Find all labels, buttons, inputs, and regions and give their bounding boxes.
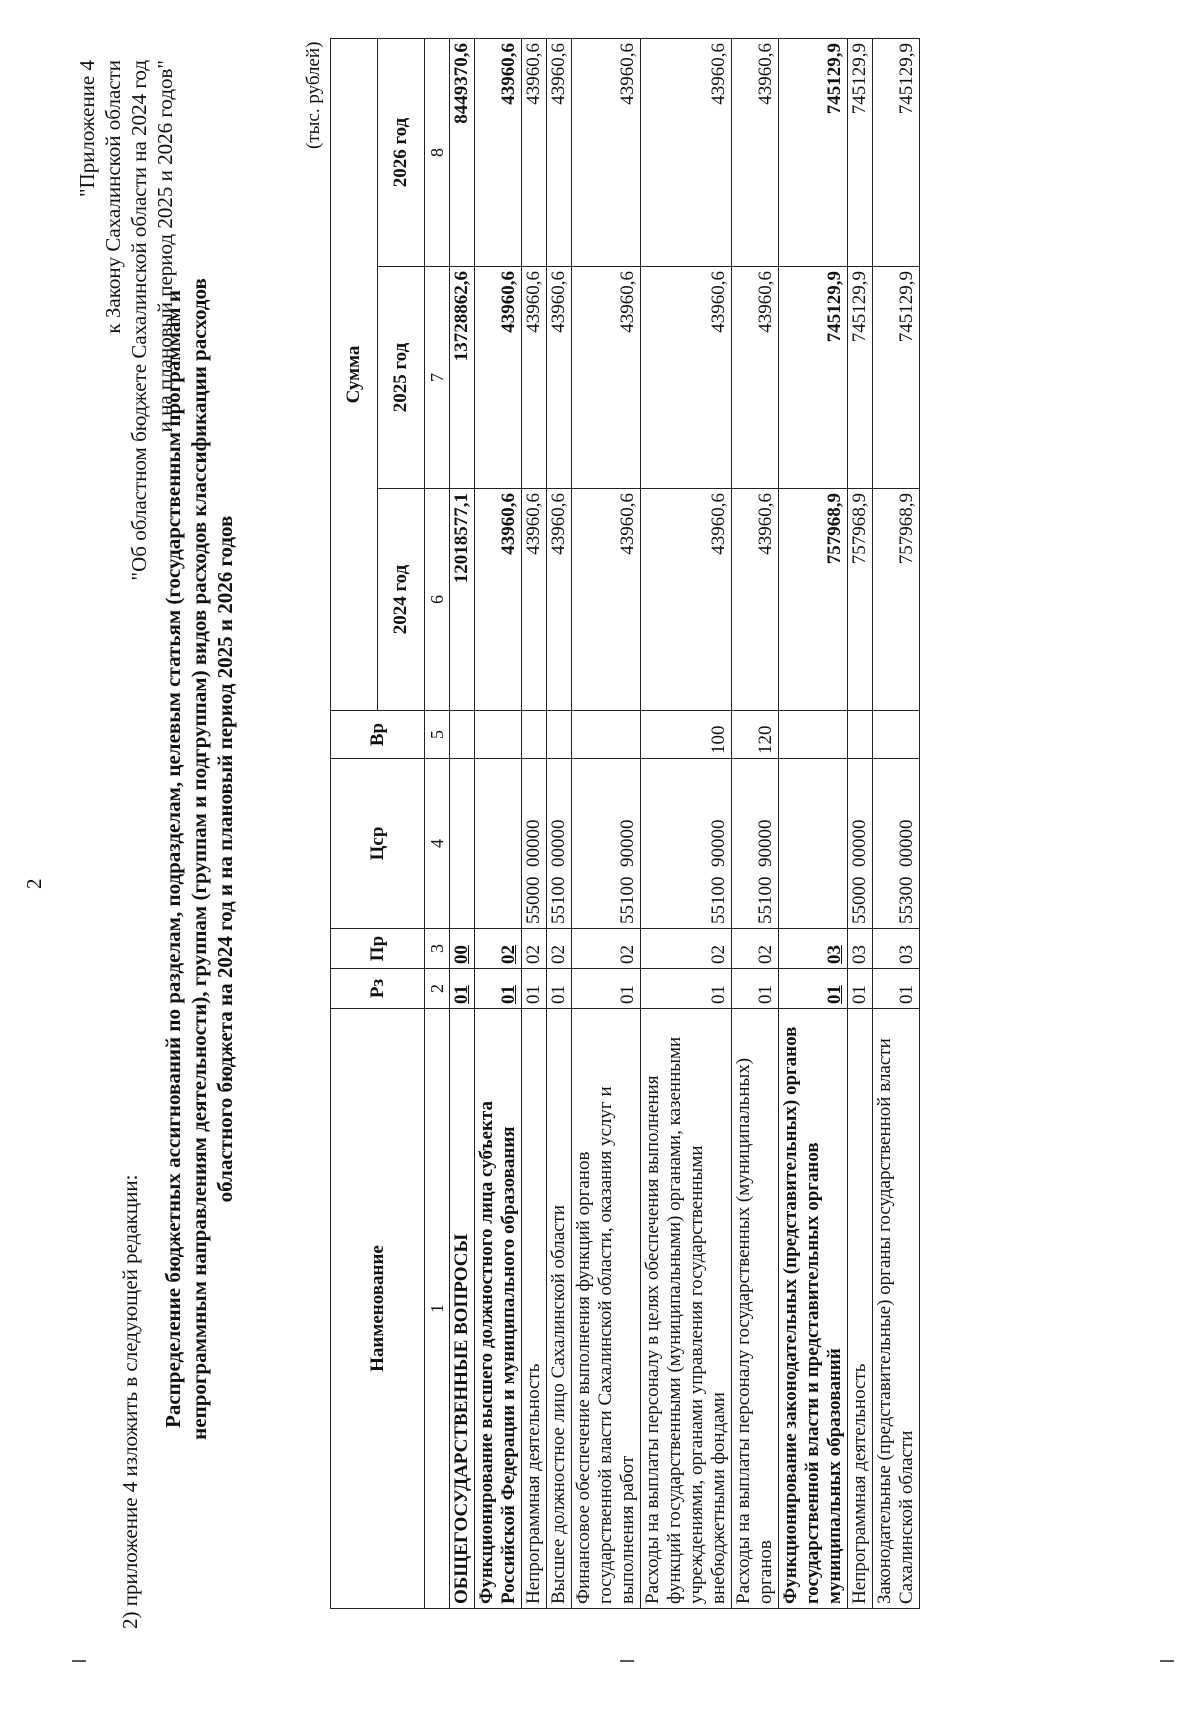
row-name: Высшее должностное лицо Сахалинской области	[547, 1009, 572, 1609]
row-csr: 55300 00000	[873, 759, 920, 929]
row-2026: 43960,6	[475, 38, 522, 266]
index-cell: 1	[425, 1009, 450, 1609]
row-pr: 03	[848, 929, 873, 969]
row-2024: 43960,6	[547, 489, 572, 711]
row-2026: 745129,9	[779, 38, 848, 266]
row-2026: 43960,6	[547, 38, 572, 266]
row-2025: 745129,9	[873, 267, 920, 489]
table-row	[572, 38, 641, 1608]
row-2025: 43960,6	[641, 267, 732, 489]
row-vr	[450, 711, 475, 759]
row-2024: 43960,6	[475, 489, 522, 711]
row-rz: 01	[475, 969, 522, 1009]
row-2024: 757968,9	[779, 489, 848, 711]
row-2024: 43960,6	[572, 489, 641, 711]
row-vr	[779, 711, 848, 759]
header-pr: Пр	[331, 929, 425, 969]
budget-table	[330, 38, 920, 1609]
table-row	[873, 38, 920, 1608]
table-row	[779, 38, 848, 1608]
scan-margin-mark	[620, 1660, 634, 1662]
row-csr: 55000 00000	[848, 759, 873, 929]
header-vr: Вр	[331, 711, 425, 759]
row-vr: 100	[641, 711, 732, 759]
row-csr: 55100 90000	[732, 759, 779, 929]
row-name: Расходы на выплаты персоналу в целях обеспечения выполнения функций государственными (муниципальными) органами, казенными учреждениями, органами управления государственными внебюджетными фондами	[641, 1009, 732, 1609]
header-name: Наименование	[331, 1009, 425, 1609]
annex-line-4: и на плановый период 2025 и 2026 годов"	[153, 60, 177, 433]
row-vr	[572, 711, 641, 759]
table-row	[732, 38, 779, 1608]
row-rz: 01	[572, 969, 641, 1009]
row-pr: 02	[547, 929, 572, 969]
row-name: Непрограммная деятельность	[522, 1009, 547, 1609]
row-pr: 02	[475, 929, 522, 969]
row-2026: 745129,9	[873, 38, 920, 266]
page-number: 2	[22, 878, 46, 889]
row-csr	[475, 759, 522, 929]
row-vr: 120	[732, 711, 779, 759]
table-row	[547, 38, 572, 1608]
row-rz: 01	[641, 969, 732, 1009]
row-rz: 01	[732, 969, 779, 1009]
column-index-row	[425, 38, 450, 1608]
row-name: Непрограммная деятельность	[848, 1009, 873, 1609]
row-name: Финансовое обеспечение выполнения функций органов государственной власти Сахалинской области, оказания услуг и выполнения работ	[572, 1009, 641, 1609]
row-csr: 55100 90000	[572, 759, 641, 929]
annex-line-3: "Об областном бюджете Сахалинской области на 2024 год	[127, 60, 151, 581]
table-row	[522, 38, 547, 1608]
intro-text: 2) приложение 4 изложить в следующей редакции:	[118, 1174, 142, 1629]
row-2026: 43960,6	[732, 38, 779, 266]
row-2024: 43960,6	[732, 489, 779, 711]
header-2024: 2024 год	[378, 489, 425, 711]
row-pr: 02	[572, 929, 641, 969]
row-name: Функционирование высшего должностного лица субъекта Российской Федерации и муниципального образования	[475, 1009, 522, 1609]
table-row	[475, 38, 522, 1608]
row-pr: 02	[732, 929, 779, 969]
row-name: Функционирование законодательных (представительных) органов государственной власти и представительных органов муниципальных образований	[779, 1009, 848, 1609]
row-rz: 01	[547, 969, 572, 1009]
row-2026: 43960,6	[572, 38, 641, 266]
row-2024: 757968,9	[848, 489, 873, 711]
index-cell: 5	[425, 711, 450, 759]
row-csr	[779, 759, 848, 929]
row-vr	[475, 711, 522, 759]
row-2025: 43960,6	[732, 267, 779, 489]
row-2026: 43960,6	[641, 38, 732, 266]
row-2024: 12018577,1	[450, 489, 475, 711]
row-csr	[450, 759, 475, 929]
scan-margin-mark	[1160, 1660, 1174, 1662]
row-vr	[848, 711, 873, 759]
row-rz: 01	[873, 969, 920, 1009]
row-2026: 8449370,6	[450, 38, 475, 266]
row-csr: 55100 90000	[641, 759, 732, 929]
header-2026: 2026 год	[378, 38, 425, 266]
title-line-1: Распределение бюджетных ассигнований по разделам, подразделам, целевым статьям (государственным программам и	[161, 290, 185, 1428]
table-row	[641, 38, 732, 1608]
row-name: ОБЩЕГОСУДАРСТВЕННЫЕ ВОПРОСЫ	[450, 1009, 475, 1609]
header-sum: Сумма	[331, 38, 378, 710]
row-2025: 745129,9	[779, 267, 848, 489]
row-rz: 01	[522, 969, 547, 1009]
row-pr: 02	[522, 929, 547, 969]
index-cell: 2	[425, 969, 450, 1009]
row-csr: 55000 00000	[522, 759, 547, 929]
row-2024: 43960,6	[522, 489, 547, 711]
row-csr: 55100 00000	[547, 759, 572, 929]
row-2025: 43960,6	[547, 267, 572, 489]
row-rz: 01	[450, 969, 475, 1009]
header-csr: Цср	[331, 759, 425, 929]
row-rz: 01	[848, 969, 873, 1009]
row-2025: 13728862,6	[450, 267, 475, 489]
row-vr	[873, 711, 920, 759]
row-2025: 43960,6	[522, 267, 547, 489]
row-2025: 43960,6	[572, 267, 641, 489]
annex-line-2: к Закону Сахалинской области	[101, 60, 125, 334]
row-2025: 745129,9	[848, 267, 873, 489]
row-name: Законодательные (представительные) органы государственной власти Сахалинской области	[873, 1009, 920, 1609]
index-cell: 6	[425, 489, 450, 711]
index-cell: 8	[425, 38, 450, 266]
unit-label: (тыс. рублей)	[303, 41, 324, 149]
row-2024: 757968,9	[873, 489, 920, 711]
row-2026: 43960,6	[522, 38, 547, 266]
index-cell: 4	[425, 759, 450, 929]
scan-margin-mark	[72, 1660, 86, 1662]
row-pr: 03	[779, 929, 848, 969]
index-cell: 3	[425, 929, 450, 969]
header-rz: Рз	[331, 969, 425, 1009]
row-vr	[547, 711, 572, 759]
title-line-3: областного бюджета на 2024 год и на плановый период 2025 и 2026 годов	[213, 515, 237, 1203]
header-2025: 2025 год	[378, 267, 425, 489]
index-cell: 7	[425, 267, 450, 489]
row-pr: 00	[450, 929, 475, 969]
document-title	[160, 159, 238, 1559]
row-rz: 01	[779, 969, 848, 1009]
row-2026: 745129,9	[848, 38, 873, 266]
row-name: Расходы на выплаты персоналу государственных (муниципальных) органов	[732, 1009, 779, 1609]
table-row	[848, 38, 873, 1608]
table-row	[450, 38, 475, 1608]
row-2024: 43960,6	[641, 489, 732, 711]
row-pr: 03	[873, 929, 920, 969]
row-2025: 43960,6	[475, 267, 522, 489]
annex-line-1: "Приложение 4	[75, 60, 99, 198]
row-pr: 02	[641, 929, 732, 969]
title-line-2: непрограммным направлениям деятельности), группам (группам и подгруппам) видов расходов классификации расходов	[187, 278, 211, 1440]
row-vr	[522, 711, 547, 759]
